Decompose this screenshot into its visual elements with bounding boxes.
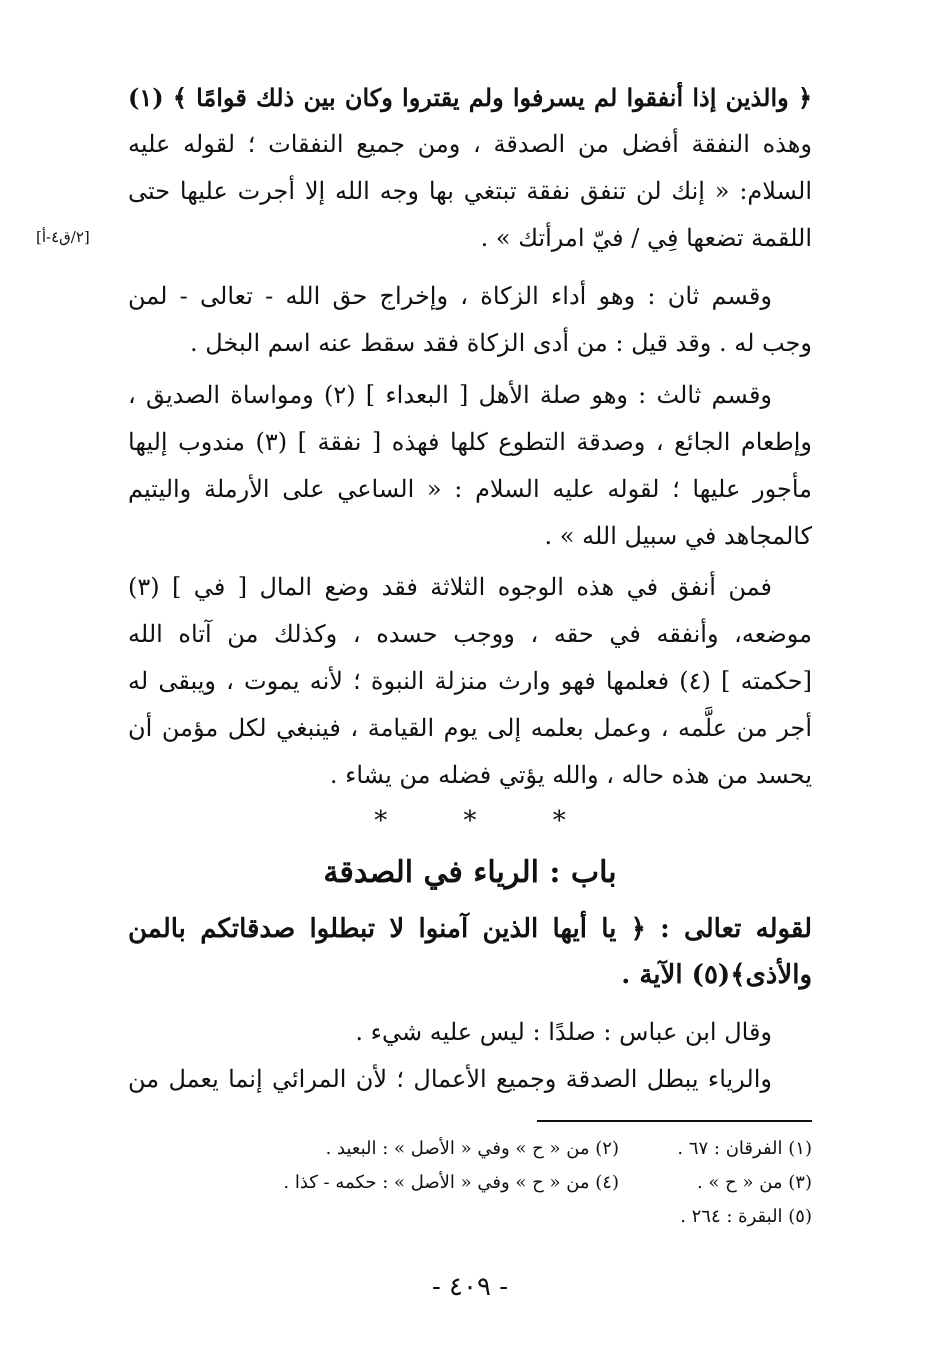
footnote-divider	[537, 1120, 812, 1122]
paragraph-3	[128, 372, 812, 560]
footnote-row	[128, 1132, 812, 1166]
paragraph-4	[128, 564, 812, 799]
manuscript-folio-note: [٢/ق٤-أ]	[36, 228, 90, 246]
footnote: (٤) من « ح » وفي « الأصل » : حكمه - كذا .	[283, 1172, 619, 1193]
text-line: موضعه، وأنفقه في حقه ، ووجب حسده ، وكذلك من آتاه الله	[128, 620, 812, 648]
text-line: مأجور عليها ؛ لقوله عليه السلام : « الساعي على الأرملة واليتيم	[128, 475, 812, 503]
page-number: - ٤٠٩ -	[431, 1272, 509, 1302]
quran-verse	[128, 906, 812, 998]
text-line: والأذى﴾(٥) الآية .	[621, 960, 812, 990]
text-line: أجر من علَّمه ، وعمل بعلمه إلى يوم القيامة ، فينبغي لكل مؤمن أن	[128, 714, 812, 742]
text-line: كالمجاهد في سبيل الله » .	[544, 522, 812, 550]
footnote: (٣) من « ح » .	[696, 1172, 812, 1193]
section-separator	[0, 806, 940, 836]
text-line: وقسم ثان : وهو أداء الزكاة ، وإخراج حق الله - تعالى - لمن	[128, 282, 772, 310]
text-line: وهذه النفقة أفضل من الصدقة ، ومن جميع النفقات ؛ لقوله عليه	[128, 130, 812, 158]
text-line: يحسد من هذه حاله ، والله يؤتي فضله من يشاء .	[329, 761, 812, 789]
footnote: (١) الفرقان : ٦٧ .	[677, 1138, 812, 1159]
text-line: لقوله تعالى : ﴿ يا أيها الذين آمنوا لا تبطلوا صدقاتكم بالمن	[128, 914, 812, 944]
text-line: وإطعام الجائع ، وصدقة التطوع كلها فهذه [ نفقة ] (٣) مندوب إليها	[128, 428, 812, 456]
text-line: [حكمته ] (٤) فعلمها فهو وارث منزلة النبوة ؛ لأنه يموت ، ويبقى له	[128, 667, 812, 695]
text-line: فمن أنفق في هذه الوجوه الثلاثة فقد وضع المال [ في ] (٣)	[128, 573, 772, 601]
footnotes	[128, 1132, 812, 1234]
text-line: والرياء يبطل الصدقة وجميع الأعمال ؛ لأن المرائي إنما يعمل من	[128, 1065, 772, 1093]
footnote-row	[128, 1166, 812, 1200]
paragraph-1	[128, 74, 812, 262]
footnote-row	[128, 1200, 812, 1234]
text-line: وقسم ثالث : وهو صلة الأهل [ البعداء ] (٢) ومواساة الصديق ،	[128, 381, 772, 409]
text-line: اللقمة تضعها فِي / فيّ امرأتك » .	[480, 224, 812, 252]
paragraph-2	[128, 273, 812, 367]
text-line: السلام: « إنك لن تنفق نفقة تبتغي بها وجه الله إلا أجرت عليها حتى	[128, 177, 812, 205]
asterisk-ornament: *	[552, 806, 566, 836]
paragraph-6	[128, 1056, 812, 1103]
text-line: ﴿ والذين إذا أنفقوا لم يسرفوا ولم يقتروا وكان بين ذلك قوامًا ﴾ (١)	[128, 83, 812, 112]
paragraph-5	[128, 1009, 812, 1056]
asterisk-ornament: *	[374, 806, 388, 836]
text-line: وجب له . وقد قيل : من أدى الزكاة فقد سقط عنه اسم البخل .	[190, 329, 812, 357]
text-line: وقال ابن عباس : صلدًا : ليس عليه شيء .	[355, 1018, 772, 1046]
chapter-title: باب : الرياء في الصدقة	[323, 855, 617, 890]
asterisk-ornament: *	[463, 806, 477, 836]
footnote	[128, 1200, 637, 1234]
footnote: (٢) من « ح » وفي « الأصل » : البعيد .	[325, 1138, 619, 1159]
footnote: (٥) البقرة : ٢٦٤ .	[680, 1206, 812, 1227]
